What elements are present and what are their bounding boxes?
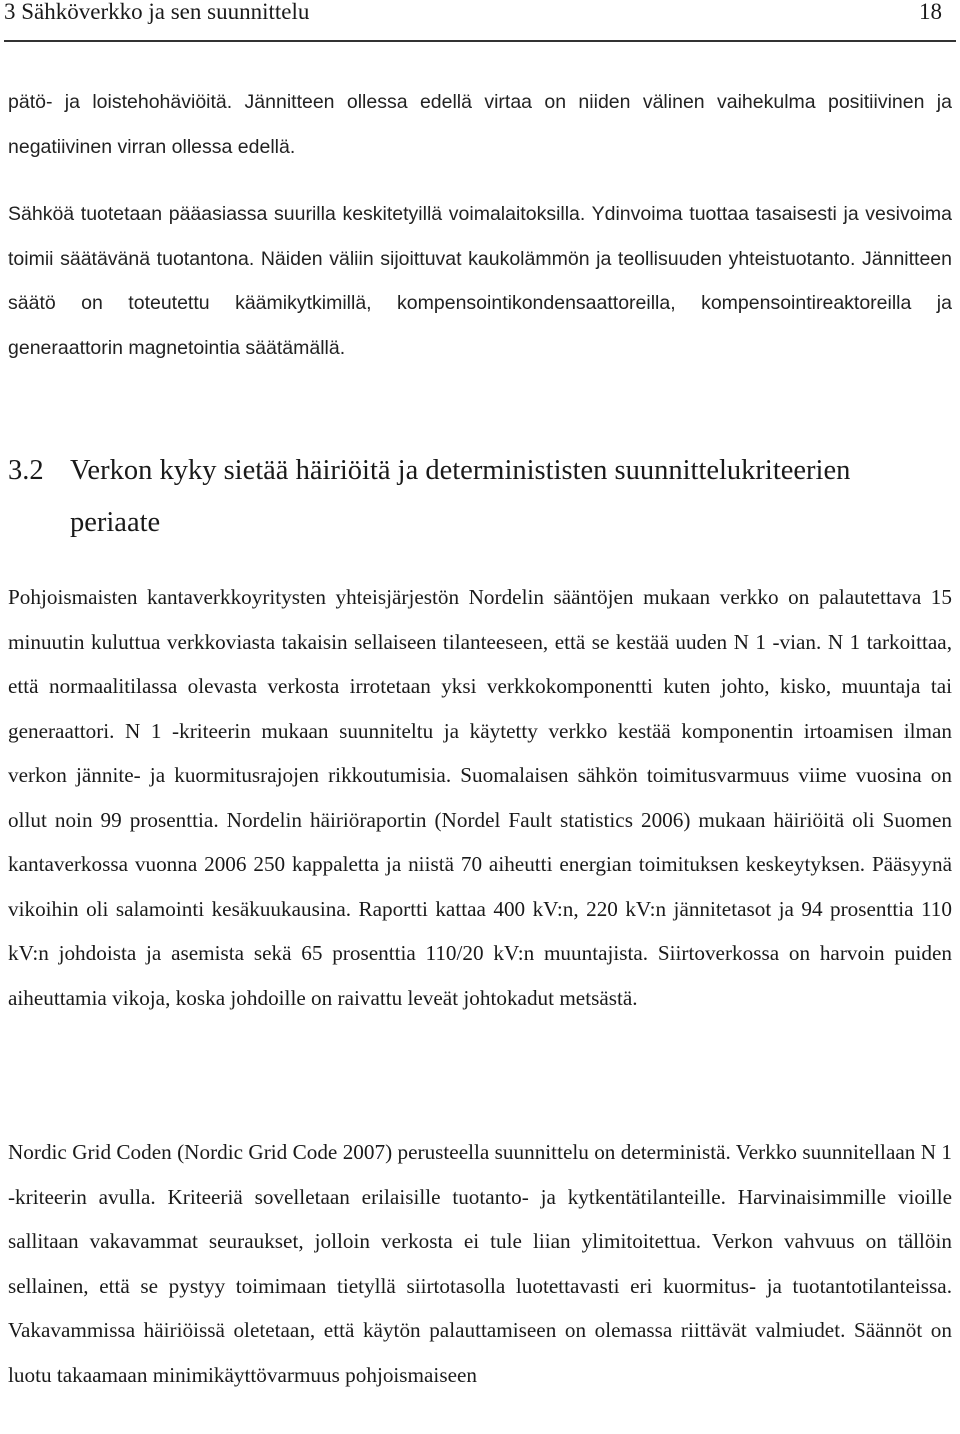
page-number: 18 (919, 0, 942, 24)
paragraph-production: Sähköä tuotetaan pääasiassa suurilla keskitetyillä voimalaitoksilla. Ydinvoima tuottaa tasaisesti ja vesivoima toimii säätävänä tuotantona. Näiden väliin sijoittuvat kaukolämmön ja teollisuuden yhteistuotanto. Jännitteen säätö on toteutettu käämikytkimillä, kompensointikondensaattoreilla, kompensointireaktoreilla ja generaattorin magnetointia säätämällä. (8, 203, 952, 359)
section-number: 3.2 (8, 455, 44, 486)
running-header (4, 0, 942, 28)
section-title: Verkon kyky sietää häiriöitä ja determinististen suunnittelukriteerien periaate (70, 455, 851, 538)
paragraph-nordel-rules: Pohjoismaisten kantaverkkoyritysten yhteisjärjestön Nordelin sääntöjen mukaan verkko on palautettava 15 minuutin kuluttua verkkoviasta takaisin sellaiseen tilanteeseen, että se kestää uuden N 1 -vian. N 1 tarkoittaa, että normaalitilassa olevasta verkosta irrotetaan yksi verkkokomponentti kuten johto, kisko, muuntaja tai generaattori. N 1 -kriteerin mukaan suunniteltu ja käytetty verkko kestää komponentin irtoamisen ilman verkon jännite- ja kuormitusrajojen rikkoutumisia. Suomalaisen sähkön toimitusvarmuus viime vuosina on ollut noin 99 prosenttia. Nordelin häiriöraportin (Nordel Fault statistics 2006) mukaan häiriöitä oli Suomen kantaverkossa vuonna 2006 250 kappaletta ja niistä 70 aiheutti energian toimituksen keskeytyksen. Pääsyynä vikoihin oli salamointi kesäkuukausina. Raportti kattaa 400 kV:n, 220 kV:n jännitetasot ja 94 prosenttia 110 kV:n johdoista ja asemista sekä 65 prosenttia 110/20 kV:n muuntajista. Siirtoverkossa on harvoin puiden aiheuttamia vikoja, koska johdoille on raivattu leveät johtokadut metsästä. (8, 585, 952, 1010)
paragraph-losses: pätö- ja loistehohäviöitä. Jännitteen ollessa edellä virtaa on niiden välinen vaihekulma positiivinen ja negatiivinen virran ollessa edellä. (8, 91, 952, 158)
paragraph-grid-code: Nordic Grid Coden (Nordic Grid Code 2007) perusteella suunnittelu on deterministä. Verkko suunnitellaan N 1 -kriteerin avulla. Kriteeriä sovelletaan erilaisille tuotanto- ja kytkentätilanteille. Harvinaisimmille vioille sallitaan vakavammat seuraukset, jolloin verkosta ei tule liian ylimitoitettua. Verkon vahvuus on tällöin sellainen, että se pystyy toimimaan tietyllä siirtotasolla luotettavasti eri kuormitus- ja tuotantotilanteissa. Vakavammissa häiriöissä oletetaan, että käytön palauttamiseen on olemassa riittävät valmiudet. Säännöt on luotu takaamaan minimikäyttövarmuus pohjoismaiseen (8, 1140, 952, 1387)
chapter-title: 3 Sähköverkko ja sen suunnittelu (4, 0, 310, 24)
header-rule (4, 40, 956, 42)
